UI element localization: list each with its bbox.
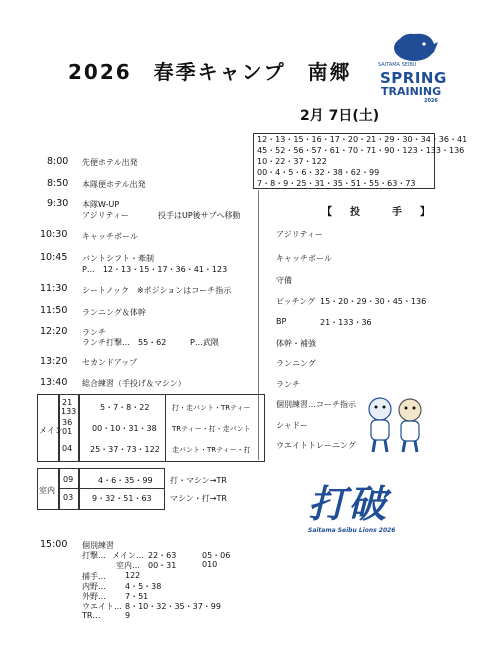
schedule-time: 10:45: [40, 252, 68, 263]
roster-number-box: [253, 133, 468, 189]
pitcher-item-label: ランチ: [276, 380, 300, 389]
group-menu: TRティー・打・走バント: [172, 425, 251, 433]
individual-item-values: 7・51: [125, 592, 149, 601]
logo-brand: Lions: [400, 25, 421, 33]
main-group-divider: [165, 395, 166, 461]
logo-spring: SPRING: [380, 69, 447, 87]
schedule-text: バントシフト・牽制: [82, 254, 154, 263]
group-menu: 打・走バント・TRティー: [172, 404, 251, 412]
date-label: 2月 7日(土): [300, 108, 380, 124]
individual-item-label: TR…: [82, 611, 101, 620]
group-id: 133: [61, 407, 77, 416]
group-members: 25・37・73・122: [90, 445, 160, 454]
schedule-text: キャッチボール: [82, 232, 138, 241]
schedule-time: 12:20: [40, 326, 68, 337]
group-members: 4・6・35・99: [98, 476, 153, 485]
schedule-subtext: アジリティー: [82, 211, 129, 220]
group-members: 9・32・51・63: [92, 494, 152, 503]
group-id: 03: [63, 493, 74, 502]
schedule-time: 13:20: [40, 356, 68, 367]
individual-item-values: 8・10・32・35・37・99: [125, 602, 221, 611]
pitcher-item-label: アジリティー: [276, 230, 323, 239]
roster-line: 45・52・56・57・61・70・71・90・123・133・136: [257, 146, 465, 155]
pitcher-item-label: 個別練習…コーチ指示: [276, 400, 356, 409]
individual-item-label: ウエイト…: [82, 602, 122, 611]
schedule-note: P…武隈: [190, 338, 219, 347]
group-id: 36: [62, 418, 73, 427]
group-id: 21: [62, 398, 73, 407]
group-menu: マシン・打→TR: [170, 494, 227, 503]
dabo-subtext: Saitama Seibu Lions 2026: [308, 527, 396, 534]
pitcher-item-value: 21・133・36: [320, 318, 372, 327]
spring-training-logo: [378, 22, 448, 104]
schedule-text: 総合練習（手投げ＆マシン）: [82, 379, 186, 388]
individual-item-label: 捕手…: [82, 572, 106, 581]
individual-item-values: 122: [125, 571, 141, 580]
group-menu: 走バント・TRティー・打: [172, 446, 251, 454]
group-menu: 打・マシン→TR: [170, 476, 227, 485]
individual-item-values: 9: [125, 611, 131, 620]
batting-indoor-extra: 010: [202, 560, 218, 569]
roster-line: 12・13・15・16・17・20・21・29・30・34・36・41: [257, 135, 468, 144]
pitcher-item-label: キャッチボール: [276, 254, 332, 263]
roster-line: 10・22・37・122: [257, 157, 327, 166]
schedule-text: ランチ: [82, 328, 106, 337]
logo-year: 2026: [424, 98, 438, 104]
schedule-text: 本隊W-UP: [82, 200, 120, 209]
schedule-text: シートノック ※ポジションはコーチ指示: [82, 286, 232, 295]
indoor-row-divider: [60, 488, 165, 489]
schedule-time: 8:50: [47, 178, 69, 189]
group-members: 00・10・31・38: [92, 424, 157, 433]
pitcher-item-label: ランニング: [276, 359, 316, 368]
schedule-time: 9:30: [47, 198, 69, 209]
batting-main-extra: 05・06: [202, 551, 231, 560]
pitcher-item-label: 体幹・補強: [276, 339, 316, 348]
group-id: 04: [62, 444, 73, 453]
schedule-time: 11:50: [40, 305, 68, 316]
schedule-text: セカンドアップ: [82, 358, 138, 367]
group-id: 01: [62, 427, 73, 436]
page-title: 2026 春季キャンプ 南郷: [68, 60, 352, 84]
logo-arc-text: SAITAMA SEIBU: [378, 62, 417, 68]
schedule-time: 8:00: [47, 156, 69, 167]
roster-line: 7・8・9・25・31・35・51・55・63・73: [257, 179, 416, 188]
dabo-text: 打破: [308, 481, 389, 526]
schedule-text: 先便ホテル出発: [82, 158, 138, 167]
individual-item-label: 内野…: [82, 582, 106, 591]
schedule-time: 10:30: [40, 229, 68, 240]
schedule-note: 投手はUP後サブへ移動: [158, 211, 241, 220]
pitcher-item-label: ピッチング: [276, 297, 316, 306]
group-members: 5・7・8・22: [100, 403, 150, 412]
mascot-illustration: [362, 395, 432, 455]
group-id: 09: [63, 475, 74, 484]
schedule-time: 13:40: [40, 377, 68, 388]
schedule-text: ランニング＆体幹: [82, 308, 146, 317]
pitcher-item-label: BP: [276, 317, 287, 326]
individual-item-label: 外野…: [82, 592, 106, 601]
schedule-subtext: P… 12・13・15・17・36・41・123: [82, 265, 228, 274]
schedule-text: 本隊便ホテル出発: [82, 180, 146, 189]
schedule-subtext: ランチ打撃… 55・62: [82, 338, 167, 347]
batting-main-values: 22・63: [148, 551, 177, 560]
batting-indoor-label: 室内…: [116, 561, 140, 570]
batting-indoor-values: 00・31: [148, 561, 177, 570]
pitchers-title: 【 投 手 】: [322, 207, 434, 218]
logo-training: TRAINING: [381, 85, 442, 98]
individual-item-values: 4・5・38: [125, 582, 162, 591]
schedule-time: 15:00: [40, 539, 68, 550]
pitcher-item-label: ウエイトトレーニング: [276, 441, 356, 450]
roster-line: 00・4・5・6・32・38・62・99: [257, 168, 380, 177]
schedule-time: 11:30: [40, 283, 68, 294]
indoor-group-label: 室内: [39, 486, 55, 495]
individual-title: 個別練習: [82, 541, 114, 550]
pitcher-item-label: 守備: [276, 276, 292, 285]
dabo-logo: [308, 483, 395, 534]
pitcher-item-value: 15・20・29・30・45・136: [320, 297, 427, 306]
batting-label: 打撃…: [82, 551, 106, 560]
batting-main-label: メイン…: [112, 551, 144, 560]
mascot-icon: [362, 395, 432, 455]
main-group-label: メイン: [39, 426, 63, 435]
pitcher-item-label: シャドー: [276, 421, 308, 430]
